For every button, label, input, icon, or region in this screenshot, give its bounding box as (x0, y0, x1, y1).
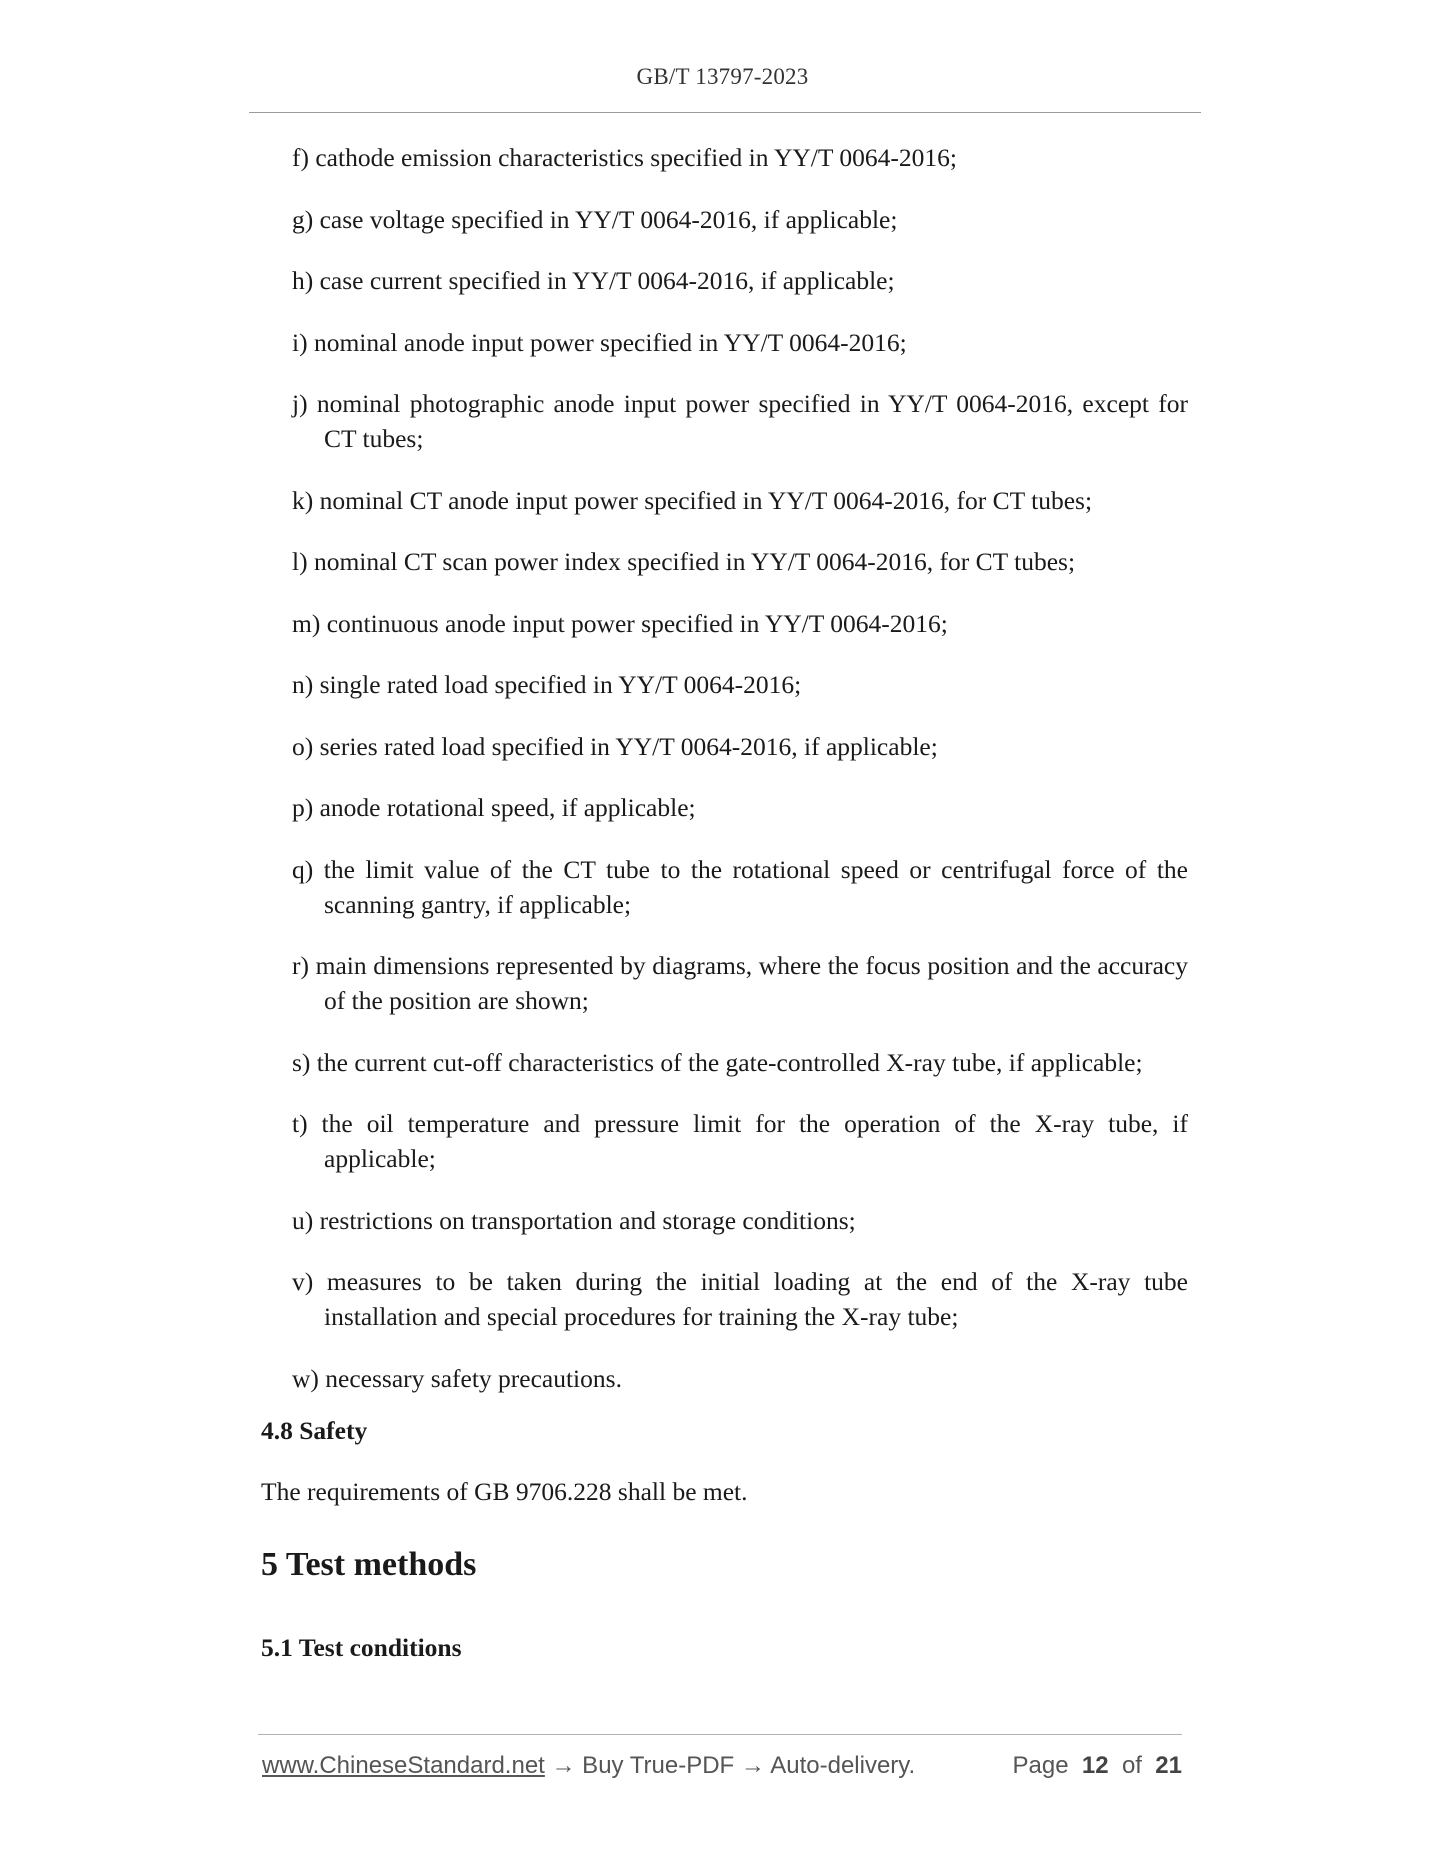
footer-divider (258, 1734, 1182, 1735)
list-item: n) single rated load specified in YY/T 0064-2016; (292, 670, 802, 699)
footer-promo-text: → Buy True-PDF → Auto-delivery. (544, 1752, 916, 1779)
list-item: h) case current specified in YY/T 0064-2016, if applicable; (292, 266, 895, 295)
requirements-list (292, 140, 1188, 1422)
list-item: s) the current cut-off characteristics of the gate-controlled X-ray tube, if applicable; (292, 1047, 1143, 1077)
section-4-8-text: The requirements of GB 9706.228 shall be met. (261, 1477, 748, 1506)
page-label: Page (1012, 1752, 1069, 1779)
list-item: l) nominal CT scan power index specified in YY/T 0064-2016, for CT tubes; (292, 547, 1076, 576)
header-divider (249, 112, 1201, 113)
list-item: p) anode rotational speed, if applicable; (292, 793, 696, 822)
page-number (1012, 1752, 1182, 1780)
list-item: f) cathode emission characteristics specified in YY/T 0064-2016; (292, 143, 957, 172)
section-heading-5: 5 Test methods (261, 1546, 477, 1583)
section-heading-5-1: 5.1 Test conditions (261, 1633, 462, 1662)
list-item: r) main dimensions represented by diagrams, where the focus position and the accuracy of the position are shown; (292, 951, 1188, 1015)
list-item: w) necessary safety precautions. (292, 1363, 622, 1393)
section-heading-4-8: 4.8 Safety (261, 1416, 368, 1445)
list-item: u) restrictions on transportation and storage conditions; (292, 1205, 856, 1235)
list-item: o) series rated load specified in YY/T 0064-2016, if applicable; (292, 731, 938, 761)
list-item: m) continuous anode input power specified in YY/T 0064-2016; (292, 608, 948, 638)
list-item: t) the oil temperature and pressure limit for the operation of the X-ray tube, if applicable; (292, 1109, 1188, 1173)
list-item: i) nominal anode input power specified in YY/T 0064-2016; (292, 327, 907, 357)
footer-promo (262, 1752, 915, 1780)
of-label: of (1121, 1752, 1142, 1779)
page-footer (262, 1752, 1182, 1786)
list-item: k) nominal CT anode input power specified in YY/T 0064-2016, for CT tubes; (292, 485, 1093, 515)
list-item: j) nominal photographic anode input power specified in YY/T 0064-2016, except for CT tubes; (292, 389, 1188, 453)
list-item: g) case voltage specified in YY/T 0064-2016, if applicable; (292, 204, 898, 234)
document-code: GB/T 13797-2023 (636, 64, 809, 89)
page-total: 21 (1155, 1752, 1182, 1779)
list-item: q) the limit value of the CT tube to the rotational speed or centrifugal force of the scanning gantry, if applicable; (292, 854, 1188, 919)
page-current: 12 (1081, 1752, 1109, 1779)
website-link[interactable]: www.ChineseStandard.net (262, 1752, 545, 1779)
list-item: v) measures to be taken during the initial loading at the end of the X-ray tube installation and special procedures for training the X-ray tube; (292, 1267, 1188, 1331)
